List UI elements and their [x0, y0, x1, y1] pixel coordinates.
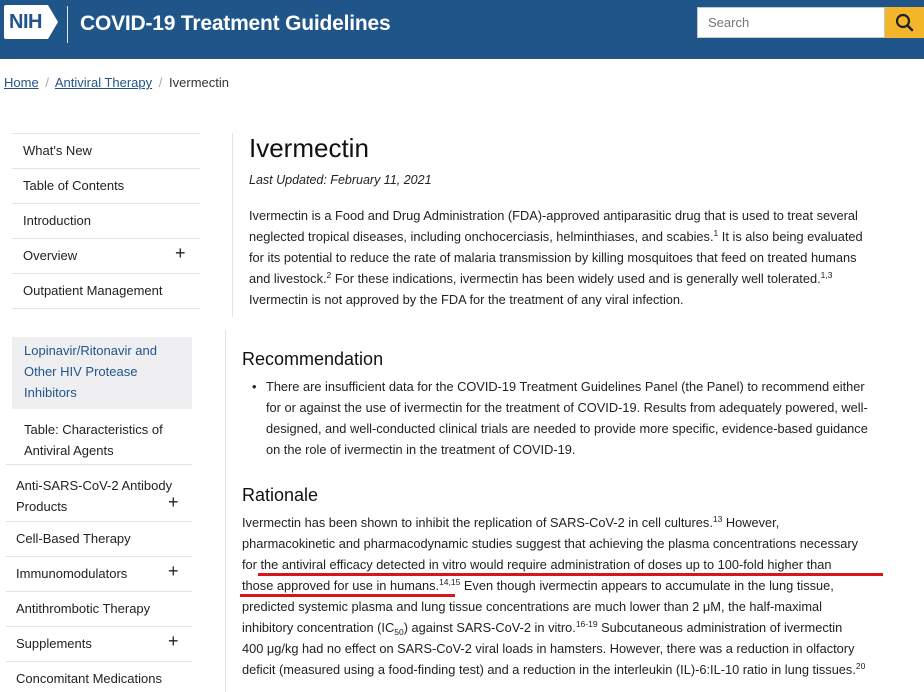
plus-icon[interactable]: + — [168, 631, 179, 651]
intro-paragraph — [249, 205, 909, 310]
sidebar-item-concomitant-medications[interactable]: Concomitant Medications — [16, 671, 162, 686]
sidebar-item-antithrombotic-therapy[interactable]: Antithrombotic Therapy — [16, 601, 151, 616]
sidebar-item-immunomodulators[interactable]: Immunomodulators — [16, 566, 128, 581]
citation[interactable]: 20 — [855, 661, 866, 671]
sidebar-item-cell-based-therapy[interactable]: Cell-Based Therapy — [16, 531, 131, 546]
nih-logo[interactable] — [4, 5, 58, 39]
sidebar-item-outpatient-management[interactable]: Outpatient Management — [23, 283, 163, 298]
text-line: Ivermectin has been shown to inhibit the replication of SARS-CoV-2 in cell cultures.$^{13}$ However, — [242, 514, 780, 530]
list-item: • There are insufficient data for the COVID-19 Treatment Guidelines Panel (the Panel) to recommend either for or against the use of ivermectin for the treatment of COVID-19. Results from adequately powered, well- designed, and well-conducted clinical trials are needed to provide more specific, evidence-based guidance on the role of ivermectin in the treatment of COVID-19. — [249, 376, 909, 460]
sidebar-item-supplements[interactable]: Supplements — [16, 636, 92, 651]
nih-logo-text: NIH — [4, 5, 48, 39]
text-line: and livestock.$^2$ For these indications, ivermectin has been widely used and is generally well tolerated.$^{1,3}$ — [249, 270, 833, 286]
sidebar-item-overview[interactable]: Overview — [23, 248, 78, 263]
plus-icon[interactable]: + — [175, 243, 186, 263]
sidebar-divider — [6, 591, 192, 592]
recommendation-heading: Recommendation — [242, 349, 384, 369]
breadcrumb-separator: / — [45, 75, 49, 90]
search-input[interactable] — [697, 7, 885, 38]
header-divider — [67, 6, 68, 43]
citation[interactable]: 14,15 — [439, 577, 461, 587]
sidebar-divider — [12, 133, 200, 134]
plus-icon[interactable]: + — [168, 492, 179, 512]
sidebar-divider — [6, 626, 192, 627]
sidebar-item-anti-sars-cov-2-antibody[interactable]: Anti-SARS-CoV-2 Antibody Products — [16, 478, 173, 514]
sidebar-item-introduction[interactable]: Introduction — [23, 213, 91, 228]
sidebar-divider — [12, 203, 200, 204]
content-divider — [232, 133, 233, 317]
breadcrumb-current: Ivermectin — [169, 75, 229, 90]
sidebar-divider — [12, 308, 200, 309]
sidebar-divider — [12, 273, 200, 274]
text-line: those approved for use in humans.$^{14,15}$ Even though ivermectin appears to accumulate in the lung tissue, — [242, 577, 834, 593]
citation[interactable]: 1,3 — [820, 270, 833, 280]
red-underline-annotation — [258, 573, 883, 576]
sidebar-divider — [6, 661, 192, 662]
text-line: for its potential to reduce the rate of malaria transmission by killing mosquitoes that feed on treated humans — [249, 250, 857, 265]
breadcrumb-home[interactable]: Home — [4, 75, 39, 90]
page-title: Ivermectin — [249, 133, 369, 163]
text-line: 400 μg/kg had no effect on SARS-CoV-2 viral loads in hamsters. However, there was a reduction in olfactory — [242, 641, 855, 656]
text-line: for the antiviral efficacy detected in vitro would require administration of doses up to 100-fold higher than — [242, 557, 832, 572]
bullet-icon: • — [252, 379, 257, 394]
search-button[interactable] — [885, 7, 924, 38]
citation[interactable]: 13 — [712, 514, 723, 524]
site-header — [0, 0, 924, 59]
sidebar-divider — [6, 521, 192, 522]
plus-icon[interactable]: + — [168, 561, 179, 581]
sidebar-divider — [12, 238, 200, 239]
sidebar-divider — [12, 168, 200, 169]
text-line: neglected tropical diseases, including onchocerciasis, helminthiases, and scabies.$^1$ It is also being evaluated — [249, 228, 863, 244]
breadcrumb-antiviral-therapy[interactable]: Antiviral Therapy — [54, 75, 153, 90]
recommendation-list — [249, 376, 909, 460]
magnifier-icon — [885, 7, 924, 38]
red-underline-annotation — [240, 594, 455, 597]
sidebar-divider — [6, 556, 192, 557]
breadcrumb — [4, 75, 229, 90]
last-updated: Last Updated: February 11, 2021 — [249, 173, 432, 187]
sidebar-divider — [6, 464, 192, 465]
citation[interactable]: 1 — [713, 228, 719, 238]
text-line: pharmacokinetic and pharmacodynamic studies suggest that achieving the plasma concentrations necessary — [242, 536, 859, 551]
text-line: inhibitory concentration $(IC_{50})$ against SARS-CoV-2 in vitro.$^{16-19}$ Subcutaneous administration of ivermectin — [242, 619, 843, 637]
nih-logo-chevron — [48, 5, 58, 39]
sidebar-item-whats-new[interactable]: What's New — [23, 143, 92, 158]
citation[interactable]: 16-19 — [575, 619, 598, 629]
site-title[interactable]: COVID-19 Treatment Guidelines — [80, 12, 391, 35]
sidebar-item-lopinavir-ritonavir[interactable]: Lopinavir/Ritonavir and Other HIV Protease Inhibitors — [24, 343, 157, 400]
text-line: deficit (measured using a food-finding test) and a reduction in the interleukin (IL)-6:IL-10 ratio in lung tissues.$^{20}$ — [242, 661, 866, 677]
rationale-heading: Rationale — [242, 485, 319, 505]
sidebar-item-table-of-contents[interactable]: Table of Contents — [23, 178, 125, 193]
text-line: predicted systemic plasma and lung tissue concentrations are much lower than 2 μM, the half-maximal — [242, 599, 822, 614]
citation[interactable]: 2 — [326, 270, 332, 280]
text-line: Ivermectin is a Food and Drug Administration (FDA)-approved antiparasitic drug that is used to treat several — [249, 208, 858, 223]
text-line: Ivermectin is not approved by the FDA for the treatment of any viral infection. — [249, 292, 684, 307]
content-divider — [225, 330, 226, 692]
sidebar-item-table-characteristics[interactable]: Table: Characteristics of Antiviral Agents — [24, 422, 163, 458]
breadcrumb-separator: / — [158, 75, 163, 90]
